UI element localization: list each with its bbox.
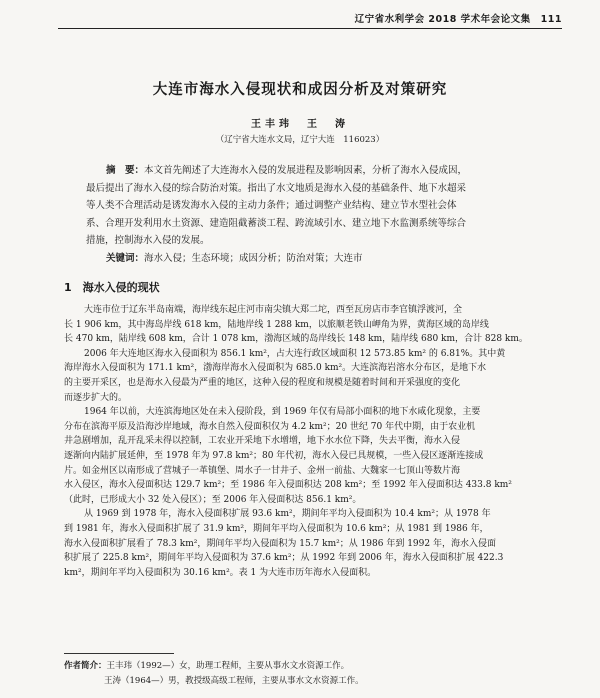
journal-name: 辽宁省水利学会 2018 学术年会论文集: [354, 14, 531, 25]
body-line: （此时，已形成大小 32 处入侵区）；至 2006 年入侵面积达 856.1 km²。: [64, 494, 362, 505]
body-line: 井急剧增加，乱开乱采未得以控制，工农业开采地下水增增，地下水水位下降，失去平衡，海水入侵: [64, 436, 461, 447]
body-line: 而逐步扩大的。: [64, 392, 128, 403]
article-authors: 王丰玮 王 涛: [251, 119, 349, 130]
body-line: 逐渐向内陆扩展延伸，至 1978 年为 97.8 km²；80 年代初，海水入侵已具规模，一些入侵区逐渐连接成: [64, 450, 484, 461]
article-title: 大连市海水入侵现状和成因分析及对策研究: [152, 82, 448, 98]
abstract-line: 系、合理开发利用水土资源、建造阻截蓄淡工程、跨流域引水、建立地下水监测系统等综合: [86, 217, 467, 229]
body-line: km²，期间年平均入侵面积为 30.16 km²。表 1 为大连市历年海水入侵面积。: [64, 567, 377, 578]
body-line: 大连市位于辽东半岛南端，海岸线东起庄河市南尖镇大郑二坨，西至瓦房店市李官镇浮渡河，全: [84, 305, 463, 315]
body-line: 到 1981 年，海水入侵面积扩展了 31.9 km²，期间年平均入侵面积为 10.6 km²；从 1981 到 1986 年，: [64, 523, 489, 534]
abstract-line: 最后提出了海水入侵的综合防治对策。指出了水文地质是海水入侵的基础条件、地下水超采: [86, 182, 467, 194]
body-line: 的主要开采区，也是海水入侵最为严重的地区，这种入侵的程度和规模是随着时间和开采强度的变化: [64, 377, 461, 388]
body-line: 片。如金州区以南形成了营城子一革镇堡、周水子一甘井子、金州一前盐、大魏家一七顶山等数片海: [64, 465, 461, 476]
body-line: 分布在滨海平原及沿海沙岸地域，海水自然入侵面积仅为 4.2 km²；20 世纪 70 年代中期，由于农业机: [64, 421, 476, 432]
abstract-line: 摘 要：本文首先阐述了大连海水入侵的发展进程及影响因素，分析了海水入侵成因，: [106, 165, 468, 176]
footnote-line: 王涛（1964—）男，教授级高级工程师，主要从事水文水资源工作。: [104, 676, 364, 686]
body-line: 从 1969 到 1978 年，海水入侵面积扩展 93.6 km²，期间年平均入侵面积为 10.4 km²；从 1978 年: [84, 509, 491, 520]
running-header: [58, 6, 562, 29]
article-affiliation: （辽宁省大连水文局，辽宁大连 116023）: [215, 135, 385, 145]
body-line: 水入侵区，海水入侵面积达 129.7 km²；至 1986 年入侵面积达 208 km²；至 1992 年入侵面积达 433.8 km²: [64, 480, 512, 491]
footnote-label: 作者简介：: [64, 661, 107, 671]
abstract-line: 措施，控制海水入侵的发展。: [86, 235, 210, 247]
body-line: 2006 年大连地区海水入侵面积为 856.1 km²，占大连行政区域面积 12 573.85 km² 的 6.81%。其中黄: [84, 348, 506, 359]
body-line: 长 1 906 km，其中海岛岸线 618 km，陆地岸线 1 288 km，以旅顺老铁山岬角为界，黄海区域的岛岸线: [64, 319, 489, 330]
abstract: [86, 162, 522, 268]
keywords: 海水入侵；生态环境；成因分析；防治对策；大连市: [144, 252, 363, 264]
page-number: 111: [540, 14, 562, 25]
body-line: 海岸海水入侵面积为 171.1 km²，渤海岸海水入侵面积为 685.0 km²。大连滨海岩溶水分布区，是地下水: [64, 363, 487, 374]
abstract-line: 等人类不合理活动是诱发海水入侵的主动力条件；通过调整产业结构、建立节水型社会体: [86, 200, 457, 212]
body-line: 长 470 km，陆岸线 608 km，合计 1 078 km，渤海区域的岛岸线长 148 km，陆岸线 680 km，合计 828 km。: [64, 334, 528, 345]
footnote-line: 作者简介：王丰玮（1992—）女，助理工程师，主要从事水文水资源工作。: [64, 661, 350, 671]
footnote-divider: [64, 653, 174, 654]
section-heading: 1 海水入侵的现状: [64, 281, 160, 294]
body-line: 积扩展了 225.8 km²，期间年平均入侵面积为 37.6 km²；从 1992 年到 2006 年，海水入侵面积扩展 422.3: [64, 553, 504, 564]
abstract-label: 摘 要：: [106, 165, 145, 176]
keywords-line: [86, 250, 522, 268]
body-line: 1964 年以前，大连滨海地区处在未入侵阶段，到 1969 年仅有局部小面积的地下水咸化现象，主要: [84, 407, 481, 418]
keywords-label: 关键词：: [106, 252, 145, 264]
section-body: [64, 303, 542, 580]
footnote: [64, 659, 364, 689]
body-line: 海水入侵面积扩展看了 78.3 km²，期间年平均入侵面积为 15.7 km²；从 1986 年到 1992 年，海水入侵面: [64, 538, 496, 549]
